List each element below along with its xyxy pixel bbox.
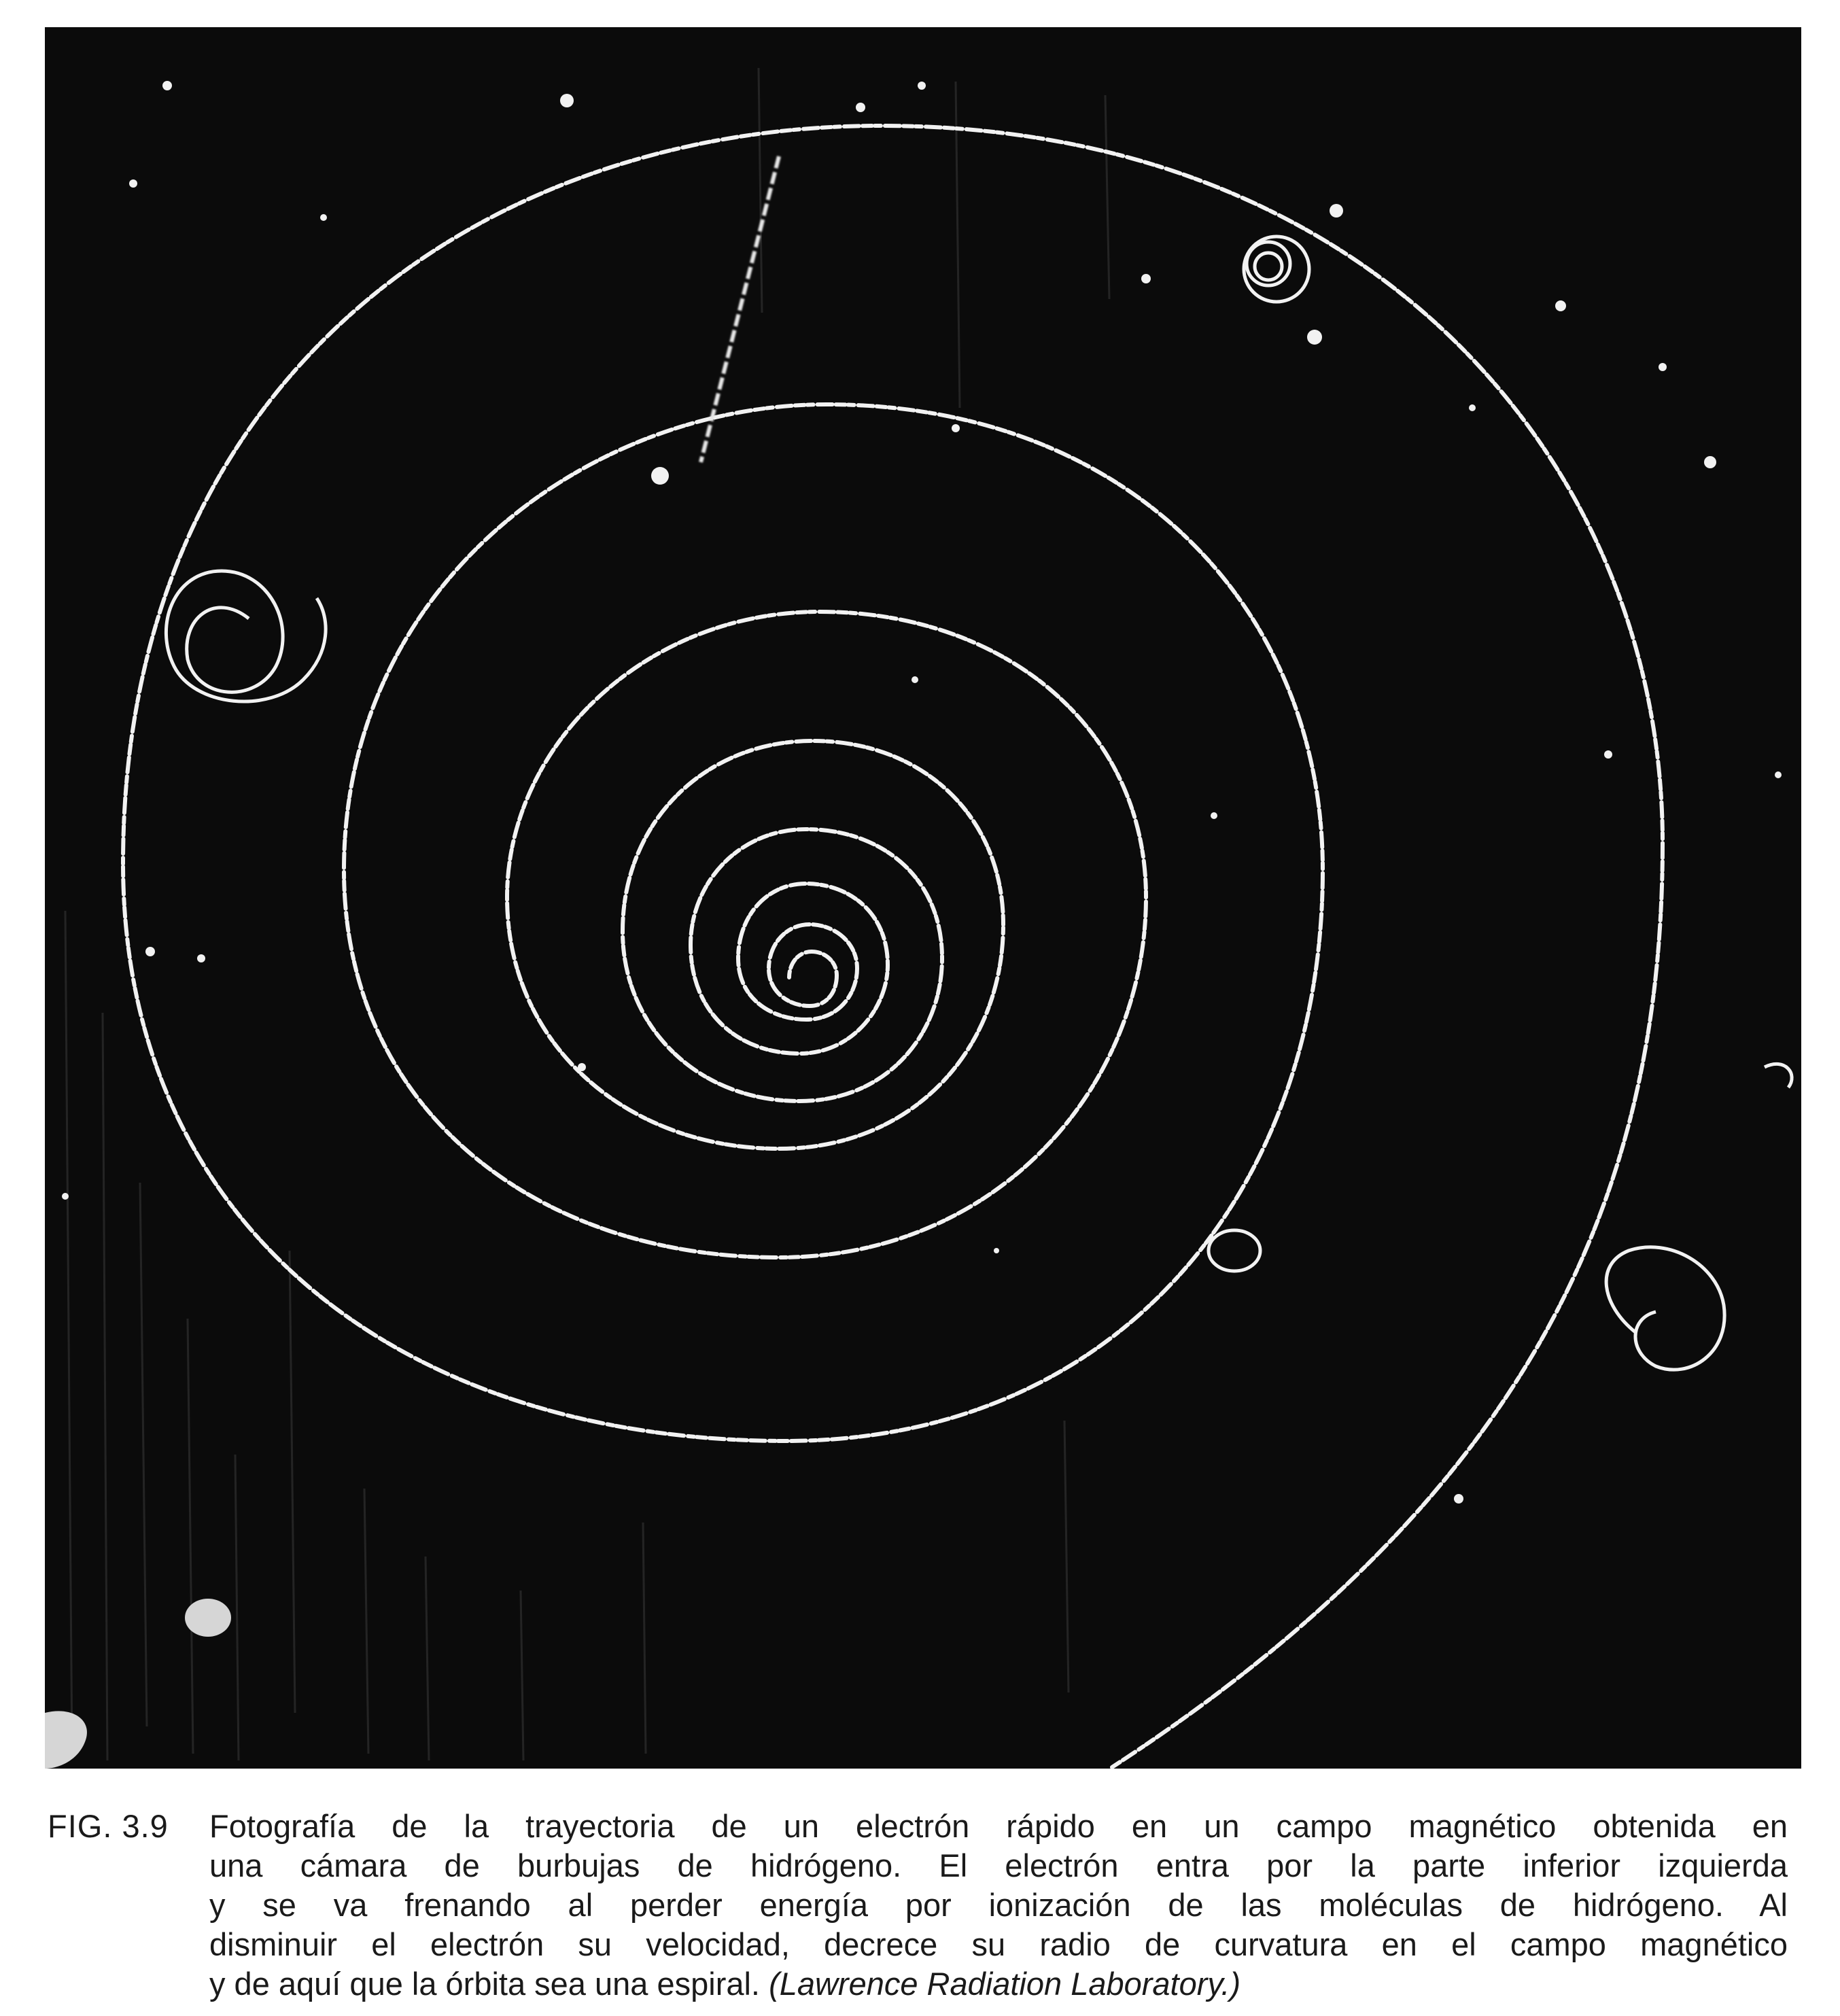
photo-background: [45, 27, 1801, 1769]
caption-line: y se va frenando al perder energía por ionización de las moléculas de hidrógeno. Al: [209, 1887, 1788, 1923]
caption-line: Fotografía de la trayectoria de un electrón rápido en un campo magnético obtenida en: [209, 1808, 1788, 1844]
figure-label: FIG. 3.9: [48, 1808, 169, 1844]
bubble-chamber-photo: [45, 27, 1801, 1769]
photo-credit: (Lawrence Radiation Laboratory.): [769, 1966, 1241, 2002]
caption-body: [209, 1807, 1788, 2004]
caption-line-last: [209, 1964, 1788, 2004]
bubble-chamber-photo-svg: [45, 27, 1801, 1769]
caption-last-text: y de aquí que la órbita sea una espiral.: [209, 1966, 760, 2002]
figure-caption: [48, 1807, 1788, 2004]
caption-line: una cámara de burbujas de hidrógeno. El electrón entra por la parte inferior izquierda: [209, 1847, 1788, 1883]
caption-line: disminuir el electrón su velocidad, decrece su radio de curvatura en el campo magnético: [209, 1926, 1788, 1962]
